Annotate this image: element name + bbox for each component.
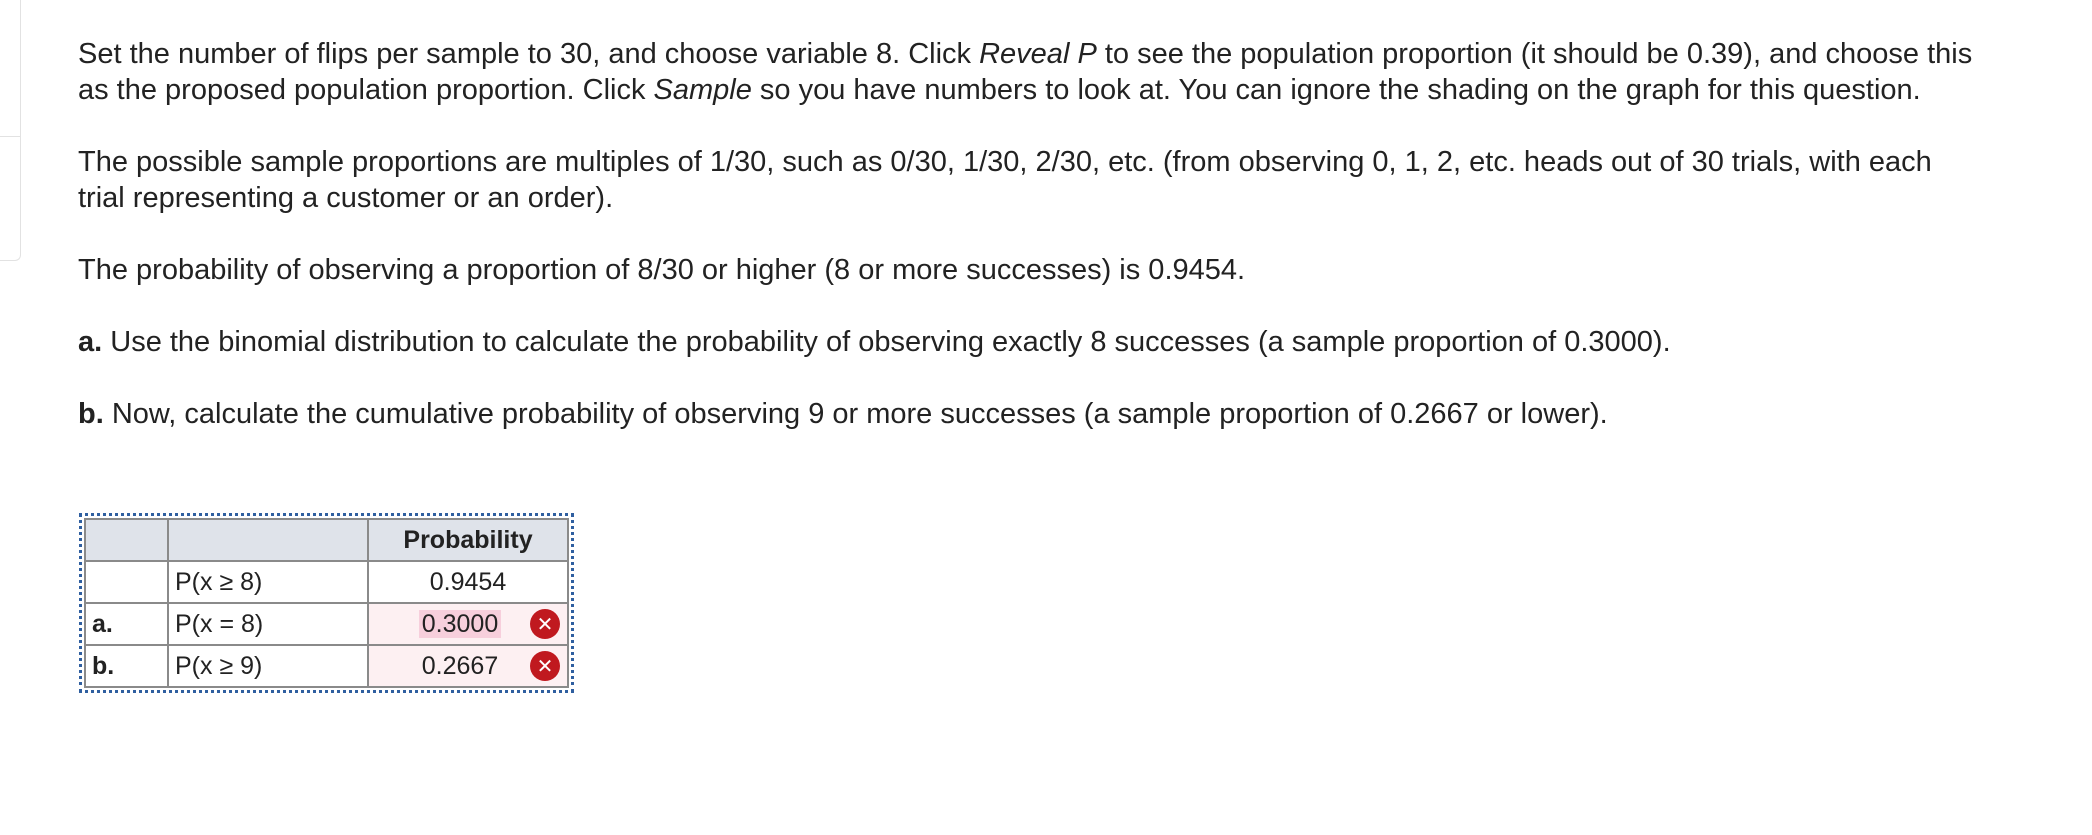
answer-value-a: 0.3000 [419, 610, 501, 638]
row-event: P(x ≥ 8) [168, 561, 368, 603]
instructions-paragraph [78, 36, 1978, 108]
reveal-p-term: Reveal P [979, 38, 1097, 70]
instructions-text-1: Set the number of flips per sample to 30, and choose variable 8. Click [78, 38, 980, 70]
part-b-label: b. [78, 398, 104, 430]
question-content [78, 36, 1978, 468]
answer-input-b[interactable] [368, 645, 568, 687]
header-cell-probability: Probability [368, 519, 568, 561]
part-a-label: a. [78, 326, 103, 358]
answer-input-a[interactable] [368, 603, 568, 645]
answer-table-container [79, 513, 574, 693]
table-row [85, 645, 568, 687]
close-circle-icon: ✕ [530, 609, 560, 639]
part-b-text: Now, calculate the cumulative probability of observing 9 or more successes (a sample proportion of 0.2667 or lower). [103, 398, 1608, 430]
answer-value-b: 0.2667 [421, 651, 499, 680]
part-b-paragraph [78, 396, 1978, 432]
proportions-paragraph: The possible sample proportions are multiples of 1/30, such as 0/30, 1/30, 2/30, etc. (from observing 0, 1, 2, etc. heads out of 30 trials, with each trial representing a customer or an order). [78, 146, 1932, 214]
instructions-text-2: to see the population proportion (it should be 0.39), and choose this as the proposed population proportion. Click [78, 38, 1973, 106]
left-panel-divider [0, 136, 20, 137]
row-label: a. [85, 603, 168, 645]
row-event: P(x ≥ 9) [168, 645, 368, 687]
sample-term: Sample [653, 74, 752, 106]
header-cell-event [168, 519, 368, 561]
close-circle-icon: ✕ [530, 651, 560, 681]
left-panel-edge [0, 0, 21, 261]
row-event: P(x = 8) [168, 603, 368, 645]
table-header-row [85, 519, 568, 561]
part-a-paragraph [78, 324, 1968, 360]
row-label [85, 561, 168, 603]
part-a-text: Use the binomial distribution to calculate the probability of observing exactly 8 successes (a sample proportion of 0.3000). [102, 326, 1671, 358]
header-cell-label [85, 519, 168, 561]
table-row [85, 561, 568, 603]
table-row [85, 603, 568, 645]
given-probability-paragraph: The probability of observing a proportion of 8/30 or higher (8 or more successes) is 0.9454. [78, 254, 1246, 286]
instructions-text-3: so you have numbers to look at. You can ignore the shading on the graph for this question. [751, 74, 1921, 106]
row-label: b. [85, 645, 168, 687]
probability-table [84, 518, 569, 688]
row-probability-value: 0.9454 [368, 561, 568, 603]
